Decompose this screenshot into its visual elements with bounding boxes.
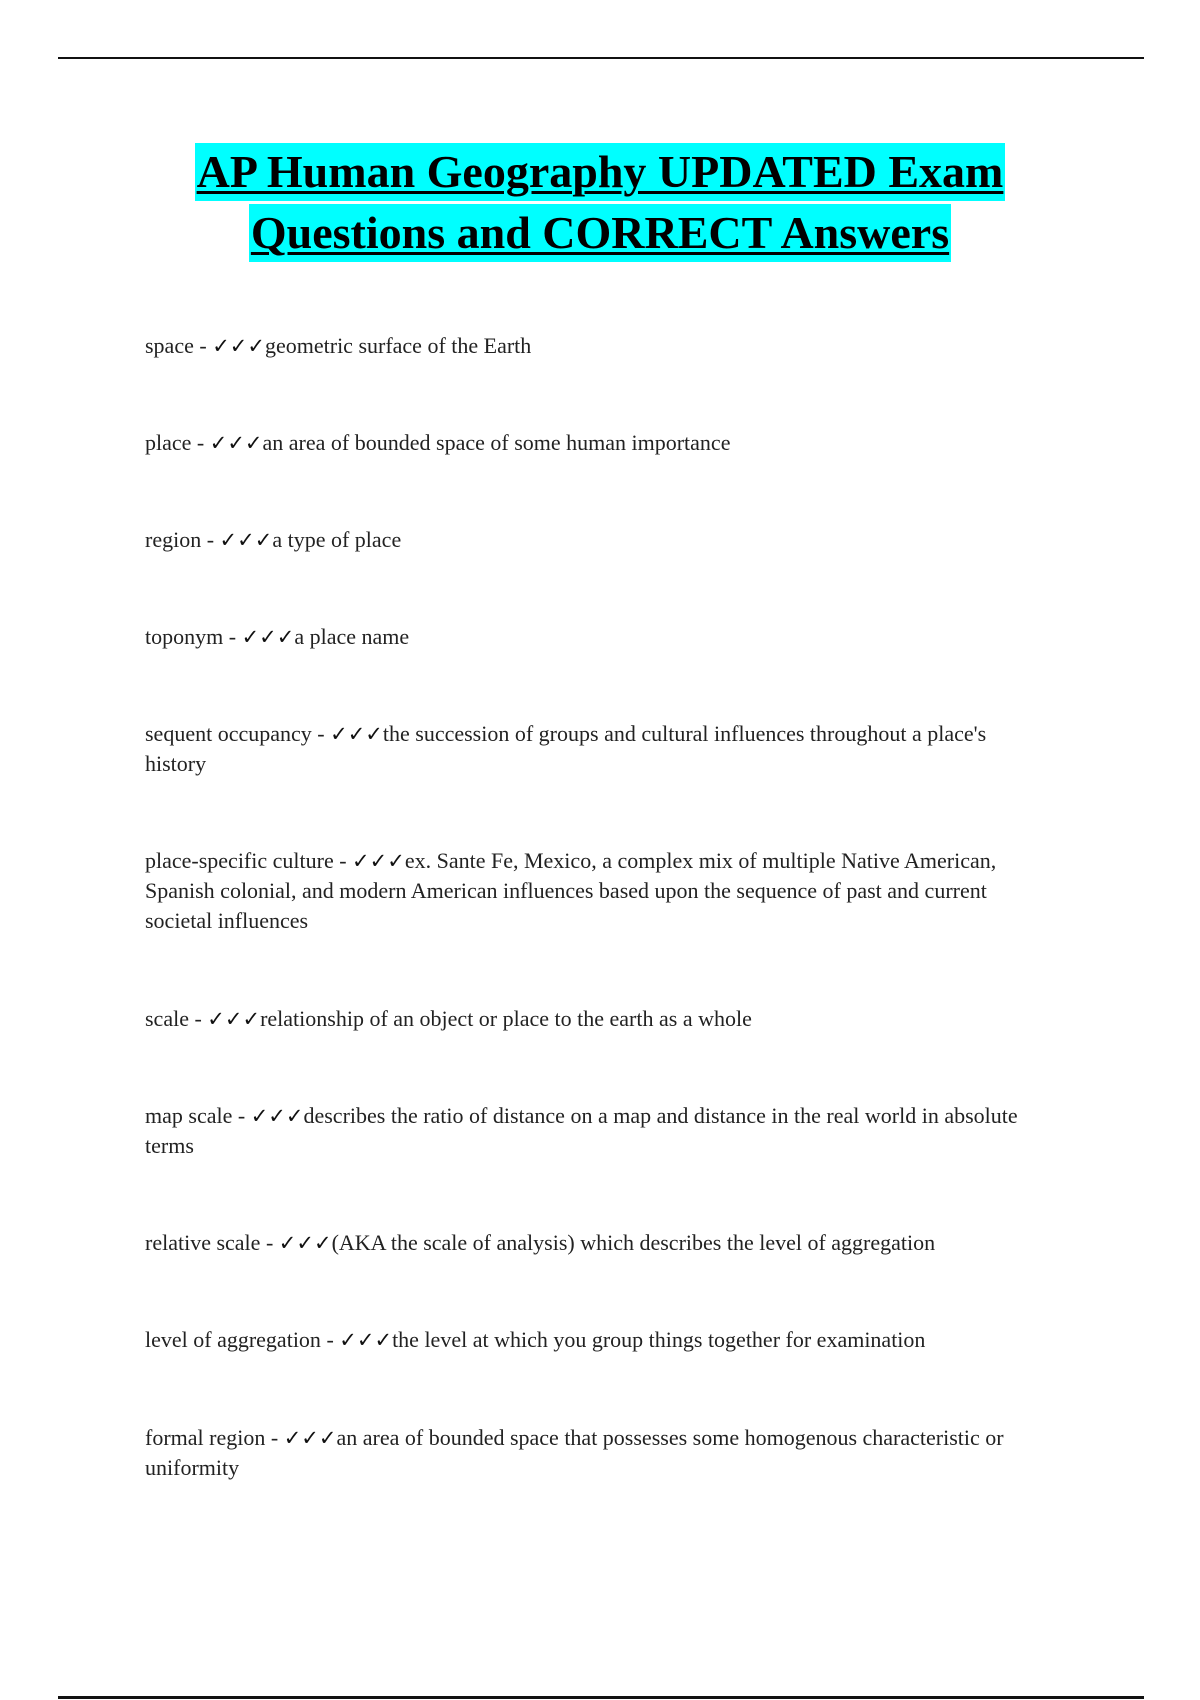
check-icon: ✓✓✓ (241, 625, 295, 649)
entry-level-of-aggregation: level of aggregation - ✓✓✓the level at which you group things together for examination (145, 1327, 926, 1352)
entry-term: level of aggregation (145, 1327, 321, 1352)
entry-definition: (AKA the scale of analysis) which describes the level of aggregation (331, 1230, 936, 1255)
entry-definition: the level at which you group things together for examination (392, 1327, 926, 1352)
entry-place-specific-culture: place-specific culture - ✓✓✓ex. Sante Fe, Mexico, a complex mix of multiple Native American, Spanish colonial, and modern American influences based upon the sequence of past and current societal influences (145, 848, 997, 933)
entry-definition: geometric surface of the Earth (264, 333, 532, 358)
check-icon: ✓✓✓ (250, 1104, 304, 1128)
entry-relative-scale: relative scale - ✓✓✓(AKA the scale of analysis) which describes the level of aggregation (145, 1230, 936, 1255)
entry-map-scale: map scale - ✓✓✓describes the ratio of distance on a map and distance in the real world in absolute terms (145, 1103, 1018, 1158)
entry-term: map scale (145, 1103, 233, 1128)
check-icon: ✓✓✓ (212, 334, 265, 358)
entry-toponym: toponym - ✓✓✓a place name (145, 624, 410, 649)
entry-term: toponym (145, 624, 224, 649)
entry-scale: scale - ✓✓✓relationship of an object or place to the earth as a whole (145, 1006, 752, 1031)
check-icon: ✓✓✓ (330, 722, 383, 746)
entry-definition: the succession of groups and cultural influences throughout a place's history (145, 721, 987, 776)
entry-place: place - ✓✓✓an area of bounded space of some human importance (145, 430, 731, 455)
entry-definition: ex. Sante Fe, Mexico, a complex mix of multiple Native American, Spanish colonial, and modern American influences based upon the sequence of past and current societal influences (145, 848, 997, 933)
entry-definition: describes the ratio of distance on a map and distance in the real world in absolute terms (145, 1103, 1018, 1158)
top-rule (58, 57, 1144, 59)
entry-sequent-occupancy: sequent occupancy - ✓✓✓the succession of groups and cultural influences throughout a place's history (145, 721, 987, 776)
bottom-rule (58, 1696, 1144, 1699)
entry-term: space (145, 333, 194, 358)
document-title (0, 143, 1200, 265)
entry-term: place (145, 430, 192, 455)
entry-definition: a type of place (272, 527, 402, 552)
title-line-1: AP Human Geography UPDATED Exam (195, 143, 1006, 201)
entry-space: space - ✓✓✓geometric surface of the Earth (145, 333, 532, 358)
check-icon: ✓✓✓ (283, 1426, 337, 1450)
check-icon: ✓✓✓ (278, 1231, 332, 1255)
entry-term: sequent occupancy (145, 721, 312, 746)
check-icon: ✓✓✓ (219, 528, 273, 552)
check-icon: ✓✓✓ (352, 849, 405, 873)
entry-term: formal region (145, 1425, 266, 1450)
entry-formal-region: formal region - ✓✓✓an area of bounded space that possesses some homogenous characteristic or uniformity (145, 1425, 1004, 1480)
entry-definition: an area of bounded space that possesses some homogenous characteristic or uniformity (145, 1425, 1004, 1480)
entry-definition: a place name (294, 624, 410, 649)
entry-term: relative scale (145, 1230, 261, 1255)
check-icon: ✓✓✓ (209, 431, 263, 455)
check-icon: ✓✓✓ (339, 1328, 393, 1352)
entry-term: place-specific culture (145, 848, 334, 873)
title-line-2: Questions and CORRECT Answers (249, 204, 951, 262)
entry-region: region - ✓✓✓a type of place (145, 527, 402, 552)
entry-term: scale (145, 1006, 189, 1031)
check-icon: ✓✓✓ (207, 1007, 261, 1031)
entry-definition: relationship of an object or place to the earth as a whole (260, 1006, 752, 1031)
entry-term: region (145, 527, 202, 552)
entry-definition: an area of bounded space of some human importance (262, 430, 731, 455)
